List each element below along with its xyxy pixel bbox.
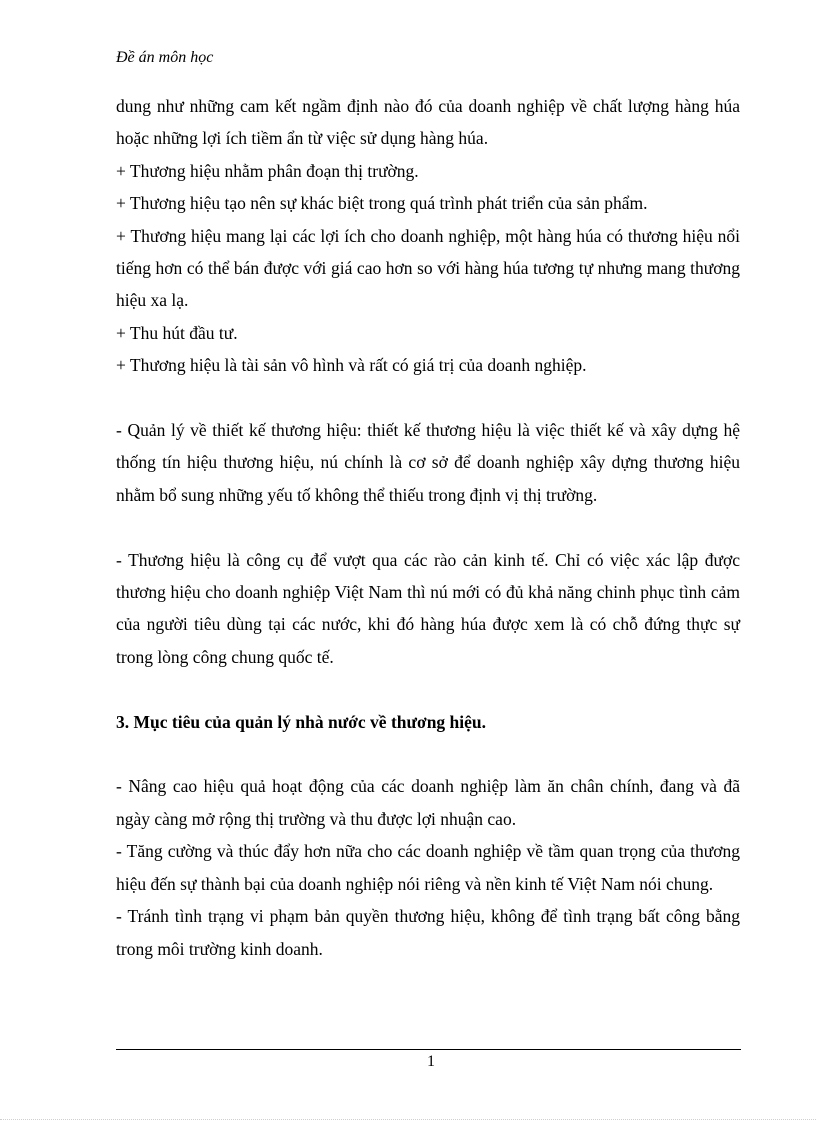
bullet-item: + Thu hút đầu tư. — [116, 322, 238, 343]
page-edge-divider — [0, 1119, 816, 1120]
paragraph: dung như những cam kết ngầm định nào đó của doanh nghiệp về chất lượng hàng húa hoặc những lợi ích tiềm ẩn từ việc sử dụng hàng húa. — [116, 96, 740, 149]
paragraph: - Tăng cường và thúc đẩy hơn nữa cho các doanh nghiệp về tầm quan trọng của thương hiệu đến sự thành bại của doanh nghiệp nói riêng và nền kinh tế Việt Nam nói chung. — [116, 841, 740, 894]
bullet-item: + Thương hiệu là tài sản vô hình và rất có giá trị của doanh nghiệp. — [116, 355, 587, 376]
paragraph: - Quản lý về thiết kế thương hiệu: thiết kế thương hiệu là việc thiết kế và xây dựng hệ thống tín hiệu thương hiệu, nú chính là cơ sở để doanh nghiệp xây dựng thương hiệu nhằm bổ sung những yếu tố không thể thiếu trong định vị thị trường. — [116, 420, 740, 505]
bullet-item: + Thương hiệu tạo nên sự khác biệt trong quá trình phát triển của sản phẩm. — [116, 193, 648, 214]
bullet-item: + Thương hiệu mang lại các lợi ích cho doanh nghiệp, một hàng húa có thương hiệu nổi tiếng hơn có thể bán được với giá cao hơn so với hàng húa tương tự nhưng mang thương hiệu xa lạ. — [116, 225, 740, 311]
paragraph: - Tránh tình trạng vi phạm bản quyền thương hiệu, không để tình trạng bất công bằng trong môi trường kinh doanh. — [116, 906, 740, 959]
bullet-item: + Thương hiệu nhằm phân đoạn thị trường. — [116, 160, 419, 181]
document-body — [116, 90, 740, 965]
section-heading: 3. Mục tiêu của quản lý nhà nước về thương hiệu. — [116, 711, 487, 732]
spacer — [116, 511, 740, 543]
footer-rule — [116, 1049, 741, 1050]
paragraph: - Nâng cao hiệu quả hoạt động của các doanh nghiệp làm ăn chân chính, đang và đã ngày càng mở rộng thị trường và thu được lợi nhuận cao. — [116, 776, 740, 829]
spacer — [116, 738, 740, 770]
page-number: 1 — [427, 1053, 435, 1070]
spacer — [116, 382, 740, 414]
running-header: Đề án môn học — [116, 49, 214, 66]
spacer — [116, 673, 740, 705]
paragraph: - Thương hiệu là công cụ để vượt qua các rào cản kinh tế. Chỉ có việc xác lập được thương hiệu cho doanh nghiệp Việt Nam thì nú mới có đủ khả năng chinh phục tình cảm của người tiêu dùng tại các nước, khi đó hàng húa được xem là có chỗ đứng thực sự trong lòng công chung quốc tế. — [116, 549, 740, 667]
